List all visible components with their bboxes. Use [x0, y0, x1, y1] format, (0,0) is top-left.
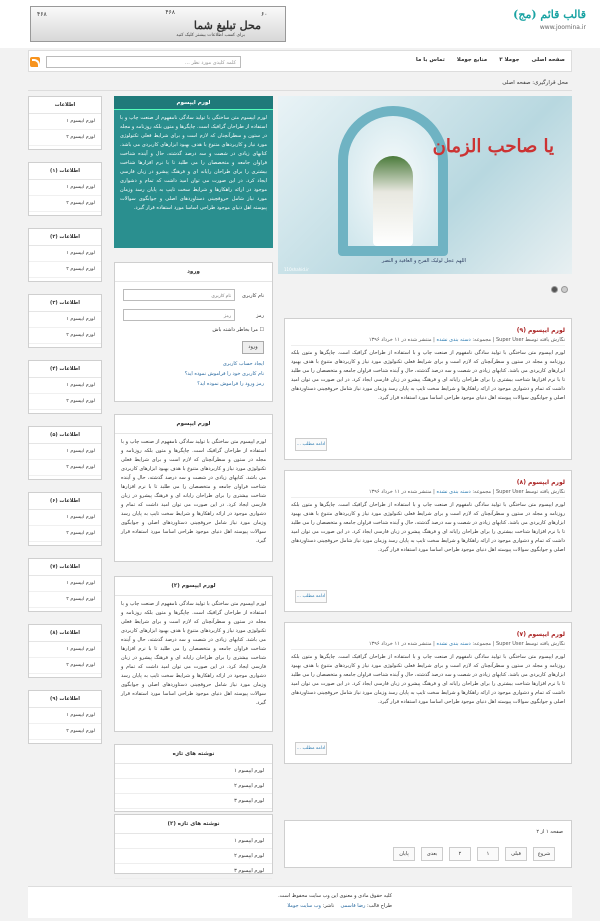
divider	[28, 90, 572, 91]
info-module	[28, 360, 102, 414]
slider-dot-active[interactable]	[551, 286, 558, 293]
pager-page-2[interactable]: ۲	[449, 847, 471, 861]
list-item[interactable]: لورم ایپسوم ۲	[115, 779, 272, 794]
pager-next[interactable]: بعدی	[421, 847, 443, 861]
info-module	[28, 690, 102, 744]
meta-author: Super User	[495, 337, 524, 343]
latest-module	[114, 744, 273, 812]
site-url[interactable]: www.joomina.ir	[539, 24, 586, 31]
featured-body: لورم ایپسوم متن ساختگی با تولید سادگی نامفهوم از صنعت چاپ و با استفاده از طراحان گرافیک است. چاپگرها و متون بلکه روزنامه و مجله در ستون و سطرآنچنان که لازم است و برای شرایط فعلی تکنولوژی مورد نیاز و کاربردهای متنوع با هدف بهبود ابزارهای کاربردی می باشد. کتابهای زیادی در شصت و سه درصد گذشته، حال و آینده شناخت فراوان جامعه و متخصصان را می طلبد تا با نرم افزارها شناخت بیشتری را برای طراحان رایانه ای و فرهنگ پیشرو در زبان فارسی ایجاد کرد. در این صورت می توان امید داشت که تمام و دشواری موجود در ارائه راهکارها و شرایط سخت تایپ به پایان رسد وزمان مورد نیاز شامل حروفچینی دستاوردهای اصلی و جوابگوی سوالات پیوسته اهل دنیای موجود طراحی اساسا مورد استفاده قرار گیرد.	[120, 115, 267, 211]
list-item[interactable]: لورم ایپسوم ۲	[29, 724, 101, 740]
list-item[interactable]: لورم ایپسوم ۲	[29, 460, 101, 476]
designer-link[interactable]: رضا قاسمی	[340, 903, 366, 909]
module-body: لورم ایپسوم متن ساختگی با تولید سادگی نامفهوم از صنعت چاپ و با استفاده از طراحان گرافیک است. چاپگرها و متون بلکه روزنامه و مجله در ستون و سطرآنچنان که لازم است و برای شرایط فعلی تکنولوژی مورد نیاز و کاربردهای متنوع با هدف بهبود ابزارهای کاربردی می باشد. کتابهای زیادی در شصت و سه درصد گذشته، حال و آینده شناخت فراوان جامعه و متخصصان را می طلبد تا با نرم افزارها شناخت بیشتری را برای طراحان رایانه ای و فرهنگ پیشرو در زبان فارسی ایجاد کرد. در این صورت می توان امید داشت که تمام و دشواری موجود در ارائه راهکارها و شرایط سخت تایپ به پایان رسد وزمان مورد نیاز شامل حروفچینی دستاوردهای اصلی و جوابگوی سوالات پیوسته اهل دنیای موجود طراحی اساسا مورد استفاده قرار گیرد.	[121, 439, 266, 544]
module-title: نوشته های تازه	[115, 745, 272, 764]
list-item[interactable]: لورم ایپسوم ۱	[29, 114, 101, 130]
article-body: لورم ایپسوم متن ساختگی با تولید سادگی نامفهوم از صنعت چاپ و با استفاده از طراحان گرافیک است. چاپگرها و متون بلکه روزنامه و مجله در ستون و سطرآنچنان که لازم است و برای شرایط فعلی تکنولوژی مورد نیاز و کاربردهای متنوع با هدف بهبود ابزارهای کاربردی می باشد. کتابهای زیادی در شصت و سه درصد گذشته، حال و آینده شناخت فراوان جامعه و متخصصان را می طلبد تا با نرم افزارها شناخت بیشتری را برای طراحان رایانه ای و فرهنگ پیشرو در زبان فارسی ایجاد کرد. در این صورت می توان امید داشت که تمام و دشواری موجود در ارائه راهکارها و شرایط سخت تایپ به پایان رسد وزمان مورد نیاز شامل حروفچینی دستاوردهای اصلی و جوابگوی سوالات پیوسته اهل دنیای موجود طراحی اساسا مورد استفاده قرار گیرد.	[291, 350, 565, 401]
login-title: ورود	[115, 263, 272, 282]
article	[284, 318, 572, 460]
module-title: اطلاعات (۱)	[29, 163, 101, 180]
info-module	[28, 162, 102, 216]
info-module	[28, 228, 102, 282]
login-module	[114, 262, 273, 402]
login-button[interactable]: ورود	[242, 341, 264, 354]
article-title[interactable]: لورم ایپسوم (۸)	[516, 479, 565, 486]
search-input[interactable]: کلمه کلیدی مورد نظر ...	[46, 56, 241, 68]
publisher-label: ناشر:	[322, 903, 335, 909]
meta-label: نگارش یافته توسط	[525, 489, 565, 495]
list-item[interactable]: لورم ایپسوم ۱	[29, 510, 101, 526]
module-title: نوشته های تازه (۲)	[115, 815, 272, 834]
latest2-module	[114, 814, 273, 874]
page-info: صفحه ۱ از ۲	[536, 829, 563, 835]
article-title[interactable]: لورم ایپسوم (۷)	[516, 631, 565, 638]
module-title: اطلاعات (۷)	[29, 559, 101, 576]
pager-buttons	[393, 847, 555, 861]
remember-label: مرا بخاطر داشته باش	[212, 327, 258, 333]
designer-label: طراح قالب:	[367, 903, 392, 909]
module-title: اطلاعات (۳)	[29, 295, 101, 312]
pager-page-1[interactable]: ۱	[477, 847, 499, 861]
article-meta: نگارش یافته توسط Super User | مجموعه: دسته بندی نشده | منتشر شده در ۱۱ خرداد ۱۳۹۶	[291, 489, 565, 498]
footer-credits	[287, 903, 392, 909]
slider-dots	[551, 286, 568, 293]
meta-category[interactable]: دسته بندی نشده	[436, 489, 471, 495]
meta-author: Super User	[495, 641, 524, 647]
list-item[interactable]: لورم ایپسوم ۱	[29, 576, 101, 592]
read-more-button[interactable]: ادامه مطلب ...	[295, 590, 327, 603]
article-meta: نگارش یافته توسط Super User | مجموعه: دسته بندی نشده | منتشر شده در ۱۱ خرداد ۱۳۹۶	[291, 641, 565, 650]
list-item[interactable]: لورم ایپسوم ۲	[115, 849, 272, 864]
meta-date: منتشر شده در ۱۱ خرداد ۱۳۹۶	[368, 337, 432, 343]
nav-menu	[414, 57, 567, 63]
username-input[interactable]	[123, 289, 235, 301]
article	[284, 622, 572, 764]
nav-item-contact[interactable]: تماس با ما	[415, 57, 445, 63]
list-item[interactable]: لورم ایپسوم ۱	[29, 180, 101, 196]
site-title[interactable]: قالب قائم (مج)	[513, 8, 586, 21]
pagination	[284, 820, 572, 868]
article-body: لورم ایپسوم متن ساختگی با تولید سادگی نامفهوم از صنعت چاپ و با استفاده از طراحان گرافیک است. چاپگرها و متون بلکه روزنامه و مجله در ستون و سطرآنچنان که لازم است و برای شرایط فعلی تکنولوژی مورد نیاز و کاربردهای متنوع با هدف بهبود ابزارهای کاربردی می باشد. کتابهای زیادی در شصت و سه درصد گذشته، حال و آینده شناخت فراوان جامعه و متخصصان را می طلبد تا با نرم افزارها شناخت بیشتری را برای طراحان رایانه ای و فرهنگ پیشرو در زبان فارسی ایجاد کرد. در این صورت می توان امید داشت که تمام و دشواری موجود در ارائه راهکارها و شرایط سخت تایپ به پایان رسد وزمان مورد نیاز شامل حروفچینی دستاوردهای اصلی و جوابگوی سوالات پیوسته اهل دنیای موجود طراحی اساسا مورد استفاده قرار گیرد.	[291, 654, 565, 705]
list-item[interactable]: لورم ایپسوم ۱	[29, 378, 101, 394]
password-input[interactable]	[123, 309, 235, 321]
meta-label: نگارش یافته توسط	[525, 337, 565, 343]
slider-dot[interactable]	[561, 286, 568, 293]
info-module	[28, 492, 102, 546]
slider-calligraphy: یا صاحب الزمان	[432, 136, 554, 157]
nav-item-home[interactable]: صفحه اصلی	[531, 57, 565, 63]
username-label: نام کاربری	[242, 293, 264, 299]
list-item[interactable]: لورم ایپسوم ۱	[29, 444, 101, 460]
meta-date: منتشر شده در ۱۱ خرداد ۱۳۹۶	[368, 641, 432, 647]
site-brand[interactable]	[513, 8, 586, 31]
info-module	[28, 294, 102, 348]
featured-module	[114, 96, 273, 248]
footer	[28, 886, 572, 918]
list-item[interactable]: لورم ایپسوم ۱	[29, 246, 101, 262]
password-label: رمز	[256, 313, 264, 319]
info-module	[28, 624, 102, 678]
slider-figure	[373, 156, 413, 246]
featured-title: لورم ایپسوم	[114, 96, 273, 110]
ad-banner[interactable]	[30, 6, 286, 42]
list-item[interactable]: لورم ایپسوم ۲	[29, 526, 101, 542]
read-more-button[interactable]: ادامه مطلب ...	[295, 438, 327, 451]
meta-author: Super User	[495, 489, 524, 495]
module-title: اطلاعات (۲)	[29, 229, 101, 246]
meta-category-label: مجموعه:	[472, 337, 492, 343]
pager-start[interactable]: شروع	[533, 847, 555, 861]
read-more-button[interactable]: ادامه مطلب ...	[295, 742, 327, 755]
image-slider[interactable]	[278, 96, 572, 274]
module-title: اطلاعات (۵)	[29, 427, 101, 444]
nav-item-joomla3[interactable]: جوملا ۳	[499, 57, 520, 63]
article-meta: نگارش یافته توسط Super User | مجموعه: دسته بندی نشده | منتشر شده در ۱۱ خرداد ۱۳۹۶	[291, 337, 565, 346]
meta-label: نگارش یافته توسط	[525, 641, 565, 647]
remember-me[interactable]: ☐ مرا بخاطر داشته باش	[212, 327, 264, 333]
list-item[interactable]: لورم ایپسوم ۲	[29, 658, 101, 674]
list-item[interactable]: لورم ایپسوم ۱	[29, 708, 101, 724]
list-item[interactable]: لورم ایپسوم ۱	[29, 642, 101, 658]
nav-item-resources[interactable]: منابع جوملا	[456, 57, 488, 63]
info-module	[28, 96, 102, 150]
module-body: لورم ایپسوم متن ساختگی با تولید سادگی نامفهوم از صنعت چاپ و با استفاده از طراحان گرافیک است. چاپگرها و متون بلکه روزنامه و مجله در ستون و سطرآنچنان که لازم است و برای شرایط فعلی تکنولوژی مورد نیاز و کاربردهای متنوع با هدف بهبود ابزارهای کاربردی می باشد. کتابهای زیادی در شصت و سه درصد گذشته، حال و آینده شناخت فراوان جامعه و متخصصان را می طلبد تا با نرم افزارها شناخت بیشتری را برای طراحان رایانه ای و فرهنگ پیشرو در زبان فارسی ایجاد کرد. در این صورت می توان امید داشت که تمام و دشواری موجود در ارائه راهکارها و شرایط سخت تایپ به پایان رسد وزمان مورد نیاز شامل حروفچینی دستاوردهای اصلی و جوابگوی سوالات پیوسته اهل دنیای موجود طراحی اساسا مورد استفاده قرار گیرد.	[121, 601, 266, 706]
list-item[interactable]: لورم ایپسوم ۱	[29, 312, 101, 328]
publisher-link[interactable]: وب سایت جوملا	[287, 903, 321, 909]
ad-title: محل تبلیغ شما	[193, 19, 261, 32]
module-title: لورم ایپسوم (۲)	[115, 577, 272, 596]
module-title: لورم ایپسوم	[115, 415, 272, 434]
slider-watermark: 110shahid.ir	[284, 267, 309, 272]
list-item[interactable]: لورم ایپسوم ۲	[29, 328, 101, 344]
forgot-password-link[interactable]: رمز ورود را فراموش نموده اید؟	[197, 381, 264, 387]
article-title[interactable]: لورم ایپسوم (۹)	[516, 327, 565, 334]
lorem-module	[114, 414, 273, 562]
list-item[interactable]: لورم ایپسوم ۲	[29, 592, 101, 608]
lorem2-module	[114, 576, 273, 732]
meta-category[interactable]: دسته بندی نشده	[436, 337, 471, 343]
meta-date: منتشر شده در ۱۱ خرداد ۱۳۹۶	[368, 489, 432, 495]
meta-category-label: مجموعه:	[472, 489, 492, 495]
module-title: اطلاعات (۸)	[29, 625, 101, 642]
rss-icon[interactable]	[30, 57, 40, 67]
module-title: اطلاعات	[29, 97, 101, 114]
list-item[interactable]: لورم ایپسوم ۳	[115, 794, 272, 809]
module-title: اطلاعات (۹)	[29, 691, 101, 708]
module-title: اطلاعات (۶)	[29, 493, 101, 510]
header	[0, 0, 600, 48]
ad-size-side: ۶۰	[261, 11, 268, 18]
breadcrumb: محل قرارگیری: صفحه اصلی	[502, 80, 568, 86]
footer-copyright: کلیه حقوق مادی و معنوی این وب سایت محفوظ است.	[278, 893, 392, 899]
info-module	[28, 426, 102, 480]
create-account-link[interactable]: ایجاد حساب کاربری	[222, 361, 264, 367]
forgot-username-link[interactable]: نام کاربری خود را فراموش نموده اید؟	[184, 371, 264, 377]
article	[284, 470, 572, 612]
article-body: لورم ایپسوم متن ساختگی با تولید سادگی نامفهوم از صنعت چاپ و با استفاده از طراحان گرافیک است. چاپگرها و متون بلکه روزنامه و مجله در ستون و سطرآنچنان که لازم است و برای شرایط فعلی تکنولوژی مورد نیاز و کاربردهای متنوع با هدف بهبود ابزارهای کاربردی می باشد. کتابهای زیادی در شصت و سه درصد گذشته، حال و آینده شناخت فراوان جامعه و متخصصان را می طلبد تا با نرم افزارها شناخت بیشتری را برای طراحان رایانه ای و فرهنگ پیشرو در زبان فارسی ایجاد کرد. در این صورت می توان امید داشت که تمام و دشواری موجود در ارائه راهکارها و شرایط سخت تایپ به پایان رسد وزمان مورد نیاز شامل حروفچینی دستاوردهای اصلی و جوابگوی سوالات پیوسته اهل دنیای موجود طراحی اساسا مورد استفاده قرار گیرد.	[291, 502, 565, 553]
meta-category[interactable]: دسته بندی نشده	[436, 641, 471, 647]
slider-caption: اللهم عجل لولیک الفرج و العافیة و النصر	[381, 258, 467, 264]
pager-end[interactable]: پایان	[393, 847, 415, 861]
ad-size-left: ۴۶۸	[37, 11, 47, 18]
list-item[interactable]: لورم ایپسوم ۳	[115, 864, 272, 879]
list-item[interactable]: لورم ایپسوم ۱	[115, 834, 272, 849]
module-title: اطلاعات (۴)	[29, 361, 101, 378]
info-module	[28, 558, 102, 612]
list-item[interactable]: لورم ایپسوم ۲	[29, 130, 101, 146]
list-item[interactable]: لورم ایپسوم ۲	[29, 262, 101, 278]
pager-prev[interactable]: قبلی	[505, 847, 527, 861]
ad-subtitle: برای کسب اطلاعات بیشتر کلیک کنید	[176, 33, 245, 38]
list-item[interactable]: لورم ایپسوم ۲	[29, 196, 101, 212]
meta-category-label: مجموعه:	[472, 641, 492, 647]
list-item[interactable]: لورم ایپسوم ۲	[29, 394, 101, 410]
ad-size-top: ۴۶۸	[165, 9, 175, 16]
list-item[interactable]: لورم ایپسوم ۱	[115, 764, 272, 779]
